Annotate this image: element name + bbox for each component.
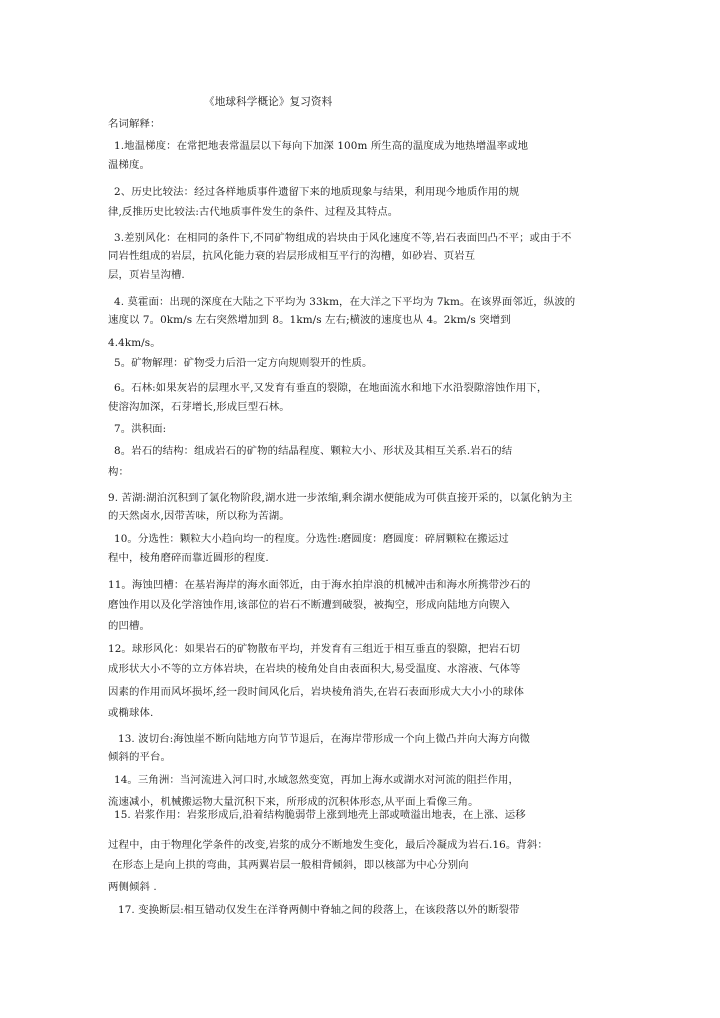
text-line: 3.差别风化：在相同的条件下,不同矿物组成的岩块由于风化速度不等,岩石表面凹凸不平；或由于不 (114, 232, 572, 244)
text-line: 17. 变换断层:相互错动仅发生在洋脊两侧中脊轴之间的段落上，在该段落以外的断裂带 (118, 904, 520, 916)
text-line: 倾斜的平台。 (108, 751, 171, 763)
text-line: 9. 苦湖:湖泊沉积到了氯化物阶段,湖水进一步浓缩,剩余湖水便能成为可供直接开采的，以氯化钠为主 (108, 492, 573, 504)
text-line: 4. 莫霍面：出现的深度在大陆之下平均为 33km，在大洋之下平均为 7km。在该界面邻近，纵波的 (114, 296, 576, 308)
text-line: 程中，棱角磨碎而靠近圆形的程度. (108, 552, 269, 564)
text-line: 构： (108, 466, 129, 478)
text-line: 10。分选性：颗粒大小趋向均一的程度。分选性:磨圆度：磨圆度：碎屑颗粒在搬运过 (114, 533, 509, 545)
text-line: 速度以 7。0km/s 左右突然增加到 8。1km/s 左右;横波的速度也从 4。2km/s 突增到 (108, 314, 511, 326)
text-line: 磨蚀作用以及化学溶蚀作用,该部位的岩石不断遭到破裂，被掏空，形成向陆地方向锲入 (108, 599, 511, 611)
text-line: 流速减小，机械搬运物大量沉积下来，所形成的沉积体形态,从平面上看像三角。 (108, 796, 479, 808)
text-line: 层，页岩呈沟槽. (108, 269, 185, 281)
text-line: 11。海蚀凹槽：在基岩海岸的海水面邻近，由于海水拍岸浪的机械冲击和海水所携带沙石的 (108, 579, 531, 591)
text-line: 12。球形风化：如果岩石的矿物散布平均，并发育有三组近于相互垂直的裂隙，把岩石切 (108, 643, 521, 655)
text-line: 或椭球体. (108, 707, 154, 719)
text-line: 使溶沟加深，石芽增长,形成巨型石林。 (108, 401, 290, 413)
text-line: 8。岩石的结构：组成岩石的矿物的结晶程度、颗粒大小、形状及其相互关系.岩石的结 (114, 445, 513, 457)
text-line: 4.4km/s。 (108, 337, 161, 349)
text-line: 律,反推历史比较法:古代地质事件发生的条件、过程及其特点。 (108, 206, 399, 218)
text-line: 两侧倾斜 . (108, 881, 157, 893)
document-title: 《地球科学概论》复习资料 (204, 96, 333, 108)
text-line: 1.地温梯度：在常把地表常温层以下每向下加深 100m 所生高的温度成为地热增温率或地 (114, 140, 529, 152)
text-line: 因素的作用而风坏损坏,经一段时间风化后，岩块棱角消失,在岩石表面形成大大小小的球体 (108, 686, 524, 698)
section-heading: 名词解释： (108, 118, 161, 130)
text-line: 的凹槽。 (108, 620, 150, 632)
text-line: 温梯度。 (108, 159, 150, 171)
text-line: 的天然卤水,因带苦味，所以称为苦湖。 (108, 510, 290, 522)
text-line: 5。矿物解理：矿物受力后沿一定方向规则裂开的性质。 (114, 357, 373, 369)
text-line: 成形状大小不等的立方体岩块，在岩块的棱角处自由表面积大,易受温度、水溶液、气体等 (108, 663, 521, 675)
text-line: 6。石林:如果灰岩的层理水平,又发育有垂直的裂隙，在地面流水和地下水沿裂隙溶蚀作用下， (114, 382, 548, 394)
text-line: 7。洪积面: (114, 423, 167, 435)
text-line: 在形态上是向上拱的弯曲，其两翼岩层一般相背倾斜，即以核部为中心分别向 (112, 859, 469, 871)
text-line: 13. 波切台:海蚀崖不断向陆地方向节节退后，在海岸带形成一个向上微凸并向大海方向微 (118, 733, 530, 745)
text-line: 同岩性组成的岩层，抗风化能力衰的岩层形成相互平行的沟槽，如砂岩、页岩互 (108, 250, 476, 262)
text-line: 14。三角洲：当河流进入河口时,水域忽然变宽，再加上海水或湖水对河流的阻拦作用， (114, 774, 519, 786)
text-line: 2、历史比较法：经过各样地质事件遗留下来的地质现象与结果，利用现今地质作用的规 (114, 186, 520, 198)
text-line: 15. 岩浆作用：岩浆形成后,沿着结构脆弱带上涨到地壳上部或喷溢出地表，在上涨、运移 (114, 809, 526, 821)
text-line: 过程中，由于物理化学条件的改变,岩浆的成分不断地发生变化，最后冷凝成为岩石.16。背斜： (108, 839, 548, 851)
